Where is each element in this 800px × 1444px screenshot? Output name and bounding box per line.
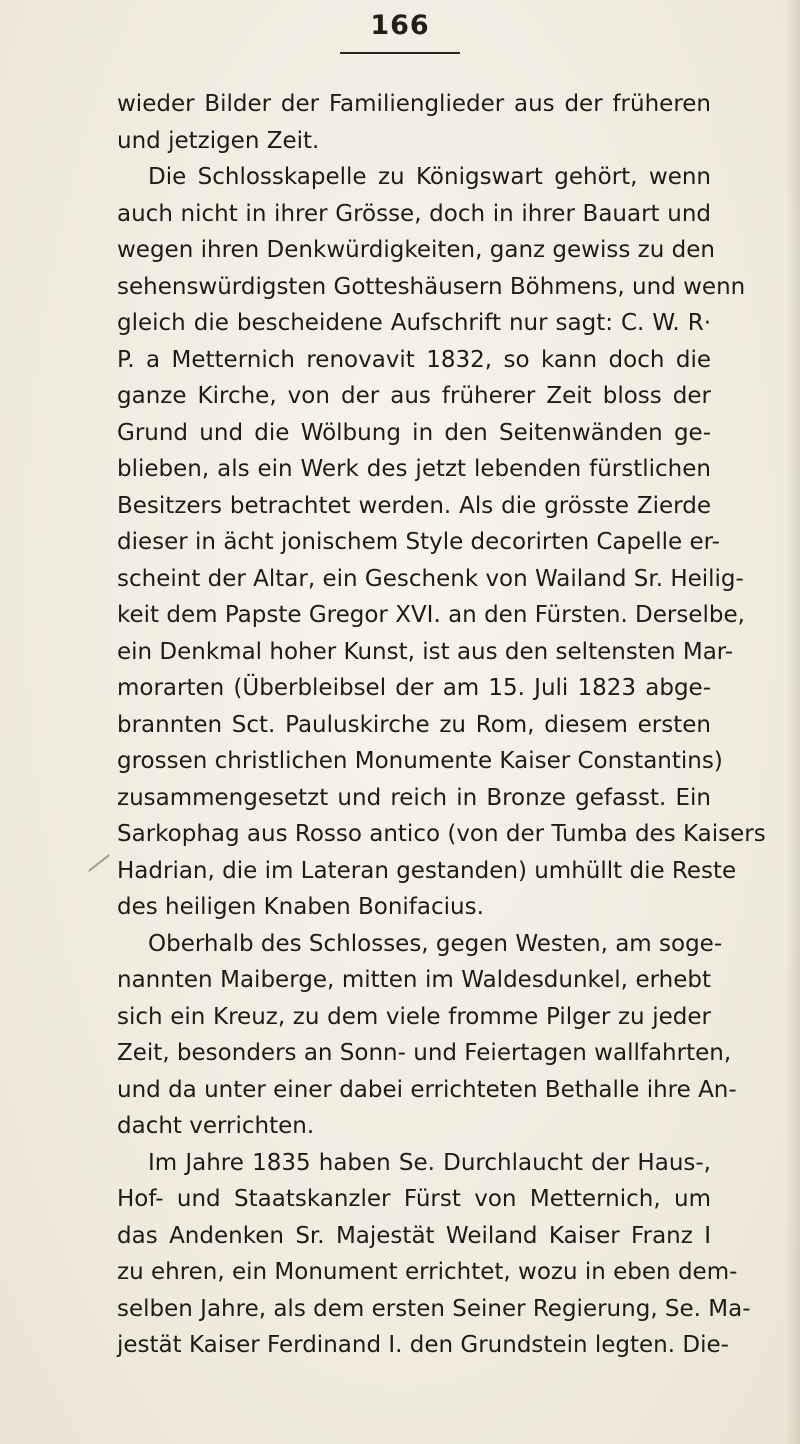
text-line: keit dem Papste Gregor XVI. an den Fürsten. Derselbe, <box>117 602 745 628</box>
text-line: Oberhalb des Schlosses, gegen Westen, am soge- <box>148 930 723 957</box>
text-line: nannten Maiberge, mitten im Waldesdunkel, erhebt <box>117 967 711 993</box>
text-line: Zeit, besonders an Sonn- und Feiertagen wallfahrten, <box>117 1040 732 1066</box>
text-line: zu ehren, ein Monument errichtet, wozu in eben dem- <box>117 1259 738 1285</box>
page-number: 166 <box>370 10 430 41</box>
page-edge-shadow <box>786 0 800 1444</box>
text-line: selben Jahre, als dem ersten Seiner Regierung, Se. Ma- <box>117 1295 751 1322</box>
text-line: dacht verrichten. <box>117 1113 315 1139</box>
text-line: Hadrian, die im Lateran gestanden) umhüllt die Reste <box>117 857 737 884</box>
page-number-rule <box>340 52 460 54</box>
text-line: Hof- und Staatskanzler Fürst von Metternich, um <box>117 1186 711 1212</box>
text-line: Grund und die Wölbung in den Seitenwänden ge- <box>117 419 711 446</box>
text-line: gleich die bescheidene Aufschrift nur sagt: C. W. R· <box>117 310 711 336</box>
text-line: blieben, als ein Werk des jetzt lebenden fürstlichen <box>117 456 711 482</box>
text-line: wieder Bilder der Familienglieder aus der früheren <box>117 91 711 117</box>
text-line: P. a Metternich renovavit 1832, so kann doch die <box>117 346 711 373</box>
text-line: dieser in ächt jonischem Style decorirten Capelle er- <box>117 529 720 555</box>
text-line: und da unter einer dabei errichteten Bethalle ihre An- <box>117 1076 737 1103</box>
text-line: und jetzigen Zeit. <box>117 127 320 154</box>
text-line: morarten (Überbleibsel der am 15. Juli 1823 abge- <box>117 675 711 701</box>
text-line: wegen ihren Denkwürdigkeiten, ganz gewiss zu den <box>117 237 715 263</box>
text-line: sehenswürdigsten Gotteshäusern Böhmens, und wenn <box>117 273 746 300</box>
text-line: des heiligen Knaben Bonifacius. <box>117 894 484 920</box>
text-line: ganze Kirche, von der aus früherer Zeit bloss der <box>117 383 711 409</box>
text-line: Im Jahre 1835 haben Se. Durchlaucht der Haus-, <box>148 1149 711 1176</box>
text-line: zusammengesetzt und reich in Bronze gefasst. Ein <box>117 784 711 811</box>
text-line: Sarkophag aus Rosso antico (von der Tumba des Kaisers <box>117 821 766 847</box>
margin-pencil-mark <box>88 854 110 872</box>
body-text <box>117 86 766 1364</box>
text-line: grossen christlichen Monumente Kaiser Constantins) <box>117 748 723 774</box>
text-line: auch nicht in ihrer Grösse, doch in ihrer Bauart und <box>117 200 711 227</box>
text-line: Die Schlosskapelle zu Königswart gehört, wenn <box>148 164 711 190</box>
text-line: das Andenken Sr. Majestät Weiland Kaiser Franz I <box>117 1222 711 1249</box>
text-line: sich ein Kreuz, zu dem viele fromme Pilger zu jeder <box>117 1003 711 1030</box>
text-line: brannten Sct. Pauluskirche zu Rom, diesem ersten <box>117 711 711 738</box>
text-line: ein Denkmal hoher Kunst, ist aus den seltensten Mar- <box>117 638 734 665</box>
text-line: Besitzers betrachtet werden. Als die grösste Zierde <box>117 492 711 519</box>
text-line: scheint der Altar, ein Geschenk von Wailand Sr. Heilig- <box>117 565 744 592</box>
text-line: jestät Kaiser Ferdinand I. den Grundstein legten. Die- <box>117 1332 729 1358</box>
